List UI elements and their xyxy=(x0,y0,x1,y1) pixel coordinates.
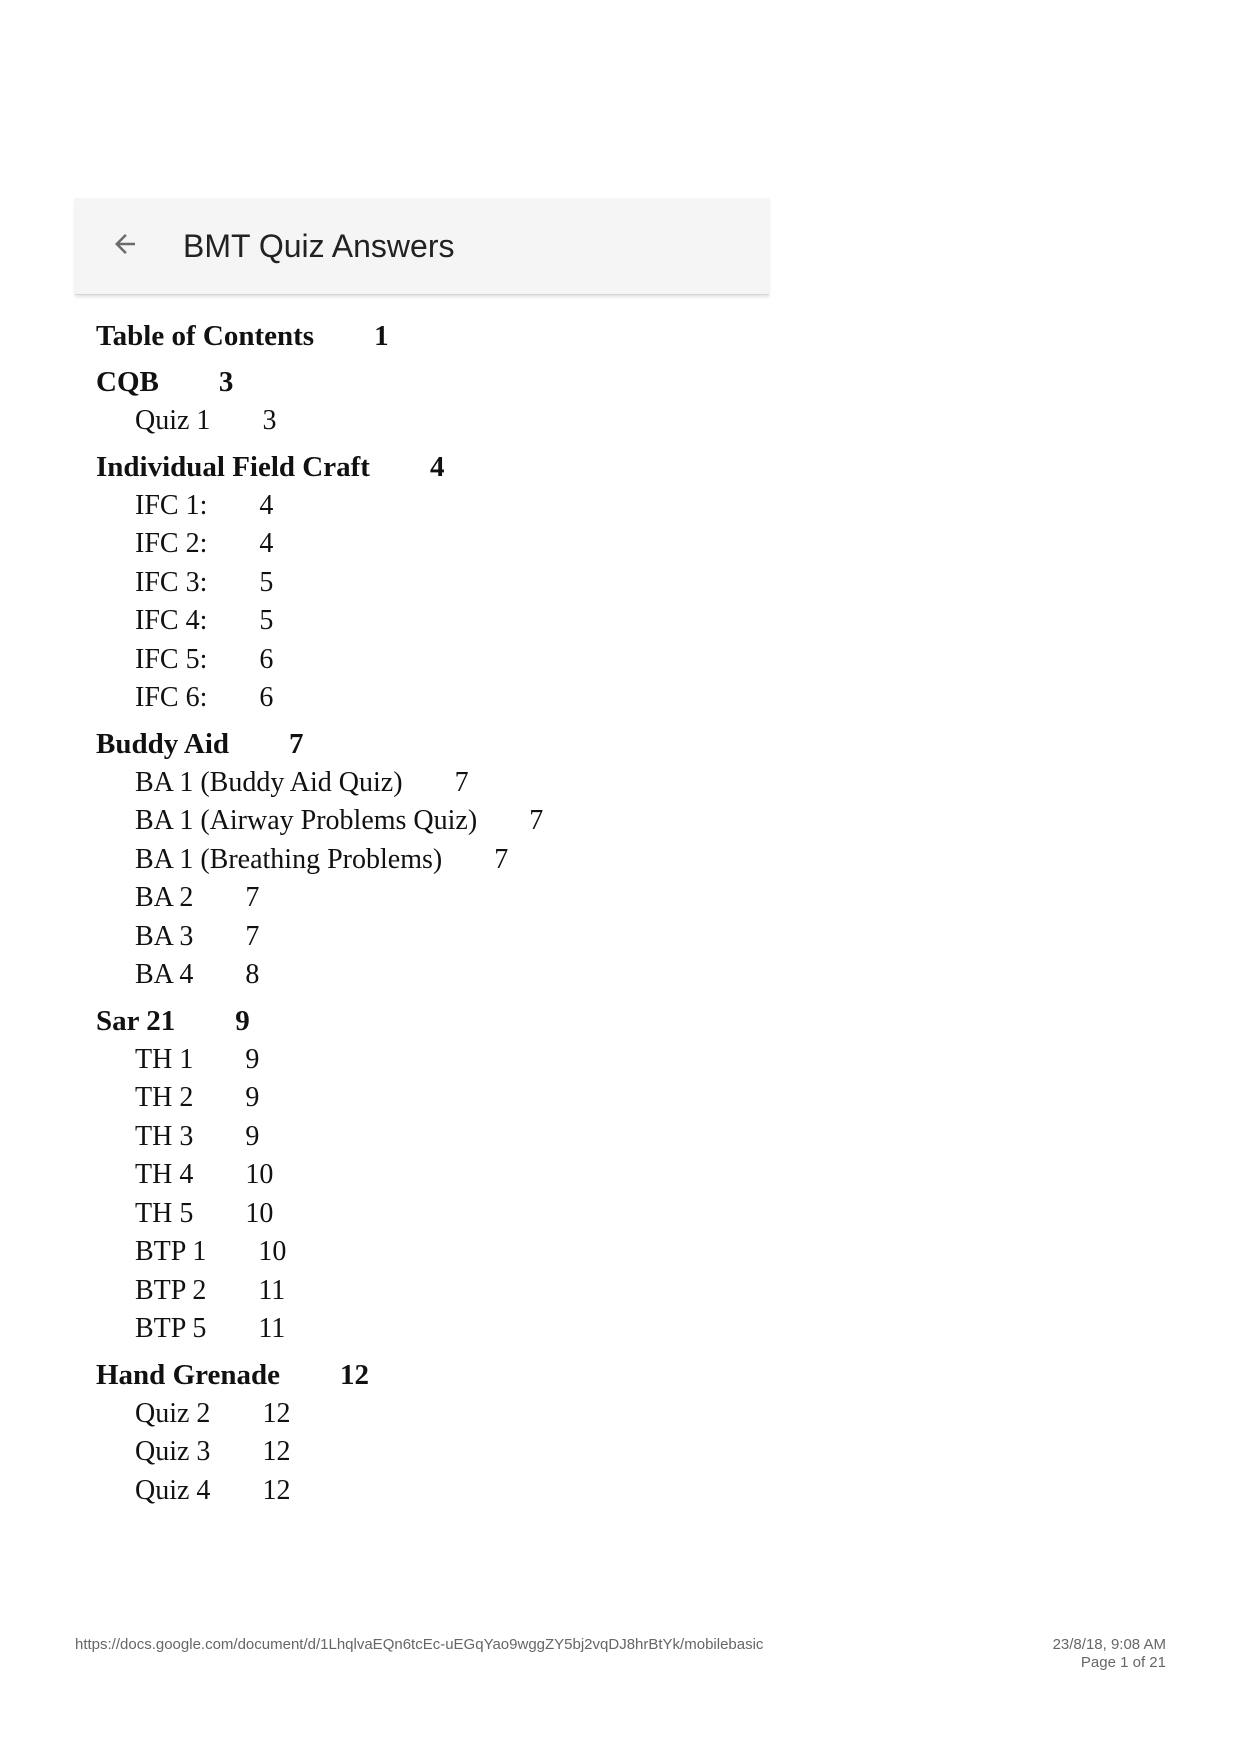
toc-item-label: BA 1 (Buddy Aid Quiz) xyxy=(135,766,403,798)
toc-item-link[interactable] xyxy=(135,1395,776,1434)
toc-item-page: 12 xyxy=(262,1397,291,1429)
toc-item-link[interactable] xyxy=(135,679,776,718)
toc-item-link[interactable] xyxy=(135,641,776,680)
toc-heading-title: Individual Field Craft xyxy=(96,450,370,483)
toc-item-page: 6 xyxy=(259,682,274,713)
toc-item-page: 11 xyxy=(258,1274,286,1306)
toc-section xyxy=(96,447,776,718)
toc-heading-link[interactable] xyxy=(96,724,776,764)
toc-item-label: IFC 3: xyxy=(135,566,208,598)
toc-item-label: TH 4 xyxy=(135,1159,194,1190)
toc-item-page: 10 xyxy=(245,1159,274,1190)
toc-item-link[interactable] xyxy=(135,1195,776,1234)
toc-item-page: 4 xyxy=(259,528,274,559)
toc-item-link[interactable] xyxy=(135,1472,776,1511)
toc-item-link[interactable] xyxy=(135,841,776,880)
toc-item-page: 6 xyxy=(259,643,274,675)
back-button[interactable] xyxy=(103,222,147,266)
toc-item-label: BA 1 (Breathing Problems) xyxy=(135,843,443,875)
toc-item-link[interactable] xyxy=(135,487,776,526)
toc-item-link[interactable] xyxy=(135,1233,776,1272)
toc-item-page: 7 xyxy=(245,920,260,952)
toc-item-page: 5 xyxy=(259,605,274,636)
toc-heading-page: 9 xyxy=(235,1004,250,1037)
toc-item-label: BA 2 xyxy=(135,882,194,913)
document-title: BMT Quiz Answers xyxy=(183,228,455,264)
toc-item-label: TH 1 xyxy=(135,1043,194,1075)
toc-item-page: 11 xyxy=(258,1313,286,1344)
toc-heading-title: Sar 21 xyxy=(96,1004,176,1037)
toc-item-page: 3 xyxy=(262,405,277,436)
toc-item-label: Quiz 1 xyxy=(135,405,211,436)
toc-item-page: 7 xyxy=(245,882,260,913)
toc-heading-title: Buddy Aid xyxy=(96,727,230,760)
toc-heading-link[interactable] xyxy=(96,1355,776,1395)
toc-section xyxy=(96,1001,776,1349)
toc-item-label: Quiz 3 xyxy=(135,1436,211,1467)
footer-meta xyxy=(1053,1636,1166,1672)
toc-section xyxy=(96,362,776,441)
toc-item-label: IFC 5: xyxy=(135,643,208,675)
toc-item-label: BA 1 (Airway Problems Quiz) xyxy=(135,805,478,836)
toc-heading-page: 4 xyxy=(429,450,445,483)
toc-item-link[interactable] xyxy=(135,402,776,441)
toc-heading-title: Hand Grenade xyxy=(96,1358,280,1391)
toc-item-label: IFC 6: xyxy=(135,682,208,713)
toc-item-page: 9 xyxy=(245,1082,260,1113)
toc-item-label: TH 2 xyxy=(135,1082,194,1113)
toc-heading-title: Table of Contents xyxy=(96,320,315,352)
footer-page-indicator: Page 1 of 21 xyxy=(1080,1654,1166,1671)
toc-item-label: TH 5 xyxy=(135,1197,194,1229)
toc-item-link[interactable] xyxy=(135,802,776,841)
table-of-contents xyxy=(96,316,776,1516)
toc-item-label: BA 4 xyxy=(135,959,194,990)
toc-item-link[interactable] xyxy=(135,1041,776,1080)
toc-item-page: 10 xyxy=(245,1197,274,1229)
toc-heading-link[interactable] xyxy=(96,316,776,356)
toc-item-page: 7 xyxy=(494,843,509,875)
toc-item-page: 9 xyxy=(245,1120,260,1152)
toc-item-label: IFC 4: xyxy=(135,605,208,636)
toc-section xyxy=(96,316,776,356)
toc-item-page: 5 xyxy=(259,566,274,598)
toc-heading-link[interactable] xyxy=(96,1001,776,1041)
toc-heading-page: 3 xyxy=(218,366,234,398)
toc-item-label: BTP 2 xyxy=(135,1274,207,1306)
toc-item-link[interactable] xyxy=(135,525,776,564)
toc-item-label: BTP 1 xyxy=(135,1236,207,1267)
toc-item-link[interactable] xyxy=(135,1433,776,1472)
toc-heading-page: 12 xyxy=(339,1358,369,1391)
footer-url: https://docs.google.com/document/d/1LhqlvaEQn6tcEc-uEGqYao9wggZY5bj2vqDJ8hrBtYk/mobilebasic xyxy=(75,1636,764,1653)
arrow-left-icon xyxy=(110,229,140,259)
toc-heading-link[interactable] xyxy=(96,447,776,487)
toc-item-link[interactable] xyxy=(135,879,776,918)
toc-item-link[interactable] xyxy=(135,564,776,603)
toc-item-page: 7 xyxy=(454,766,469,798)
toc-item-link[interactable] xyxy=(135,1156,776,1195)
toc-item-label: Quiz 2 xyxy=(135,1397,211,1429)
toc-item-link[interactable] xyxy=(135,1118,776,1157)
toc-item-link[interactable] xyxy=(135,602,776,641)
toc-section xyxy=(96,724,776,995)
toc-item-link[interactable] xyxy=(135,764,776,803)
toc-item-link[interactable] xyxy=(135,1272,776,1311)
toc-item-label: TH 3 xyxy=(135,1120,194,1152)
toc-item-page: 12 xyxy=(262,1436,291,1467)
toc-item-label: IFC 1: xyxy=(135,489,208,521)
toc-item-page: 12 xyxy=(262,1474,291,1506)
toc-item-page: 7 xyxy=(529,805,544,836)
toc-item-label: IFC 2: xyxy=(135,528,208,559)
toc-item-label: BTP 5 xyxy=(135,1313,207,1344)
toc-item-label: BA 3 xyxy=(135,920,194,952)
toc-heading-link[interactable] xyxy=(96,362,776,402)
toc-heading-page: 7 xyxy=(289,727,304,760)
toc-item-page: 9 xyxy=(245,1043,260,1075)
toc-item-page: 8 xyxy=(245,959,260,990)
app-bar xyxy=(75,198,769,295)
toc-item-page: 4 xyxy=(259,489,274,521)
toc-heading-title: CQB xyxy=(96,366,159,398)
footer-datetime: 23/8/18, 9:08 AM xyxy=(1052,1636,1166,1653)
toc-heading-page: 1 xyxy=(374,320,389,352)
toc-item-link[interactable] xyxy=(135,956,776,995)
toc-item-link[interactable] xyxy=(135,918,776,957)
toc-item-page: 10 xyxy=(258,1236,287,1267)
toc-item-link[interactable] xyxy=(135,1079,776,1118)
toc-item-link[interactable] xyxy=(135,1310,776,1349)
toc-item-label: Quiz 4 xyxy=(135,1474,211,1506)
toc-section xyxy=(96,1355,776,1511)
